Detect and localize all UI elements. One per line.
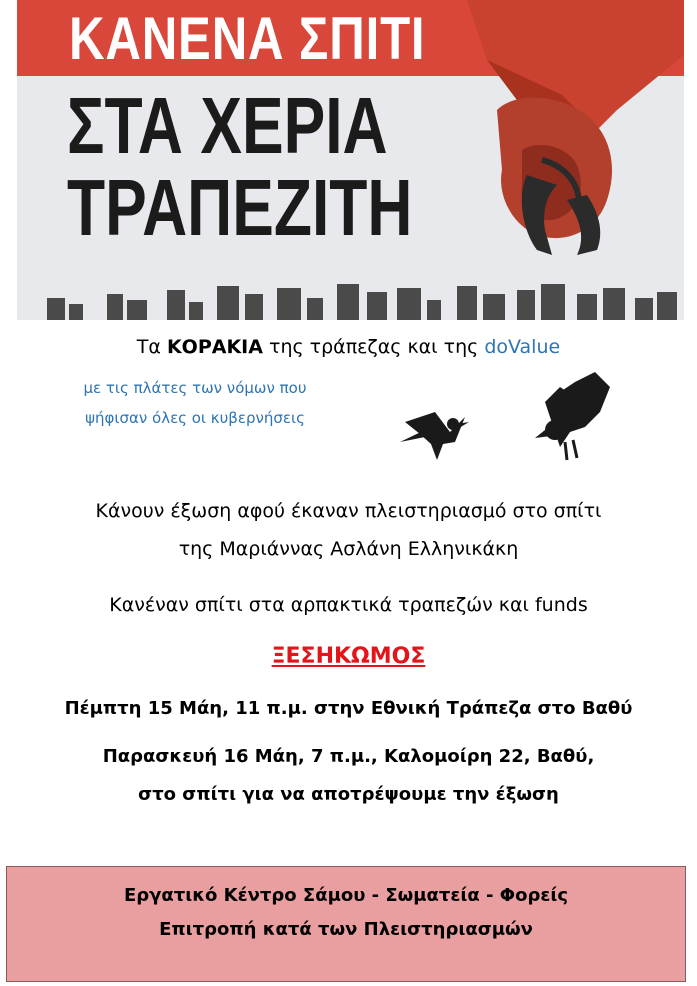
body-line-3: Κανέναν σπίτι στα αρπακτικά τραπεζών και funds xyxy=(109,594,588,616)
body-line-1: Κάνουν έξωση αφού έκαναν πλειστηριασμό στο σπίτι xyxy=(95,500,602,522)
headline-bold-word: ΚΟΡΑΚΙΑ xyxy=(166,336,263,358)
organizers-line-2: Επιτροπή κατά των Πλειστηριασμών xyxy=(159,919,533,940)
body-line-2: της Μαριάννας Ασλάνη Ελληνικάκη xyxy=(178,538,519,560)
headline-prefix: Τα xyxy=(136,336,167,358)
banner-line-2: ΣΤΑ ΧΕΡΙΑ xyxy=(67,81,388,170)
event-date-1: Πέμπτη 15 Μάη, 11 π.μ. στην Εθνική Τράπεζα στο Βαθύ xyxy=(64,698,633,719)
headline-brand: doValue xyxy=(484,336,561,358)
event-date-2-line-1: Παρασκευή 16 Μάη, 7 π.μ., Καλομοίρη 22, Βαθύ, xyxy=(102,746,595,767)
body-text xyxy=(0,492,697,568)
event-date-2-line-2: στο σπίτι για να αποτρέψουμε την έξωση xyxy=(138,784,559,805)
organizers-box xyxy=(6,866,686,982)
organizers-line-1: Εργατικό Κέντρο Σάμου - Σωματεία - Φορείς xyxy=(123,885,569,906)
call-title: ΞΕΣΗΚΩΜΟΣ xyxy=(271,644,426,669)
banner-image xyxy=(17,0,684,320)
event-date-2 xyxy=(0,738,697,814)
subtext-line-1: με τις πλάτες των νόμων που xyxy=(83,379,307,397)
crows-icon xyxy=(395,372,625,472)
city-skyline-icon xyxy=(17,280,684,320)
subtext-line-2: ψήφισαν όλες οι κυβερνήσεις xyxy=(85,409,305,427)
fist-grabbing-houses-icon xyxy=(427,0,684,260)
banner-line-3: ΤΡΑΠΕΖΙΤΗ xyxy=(67,163,413,252)
headline xyxy=(0,336,697,358)
banner-line-1: ΚΑΝΕΝΑ ΣΠΙΤΙ xyxy=(69,5,426,72)
headline-middle: της τράπεζας και της xyxy=(262,336,485,358)
